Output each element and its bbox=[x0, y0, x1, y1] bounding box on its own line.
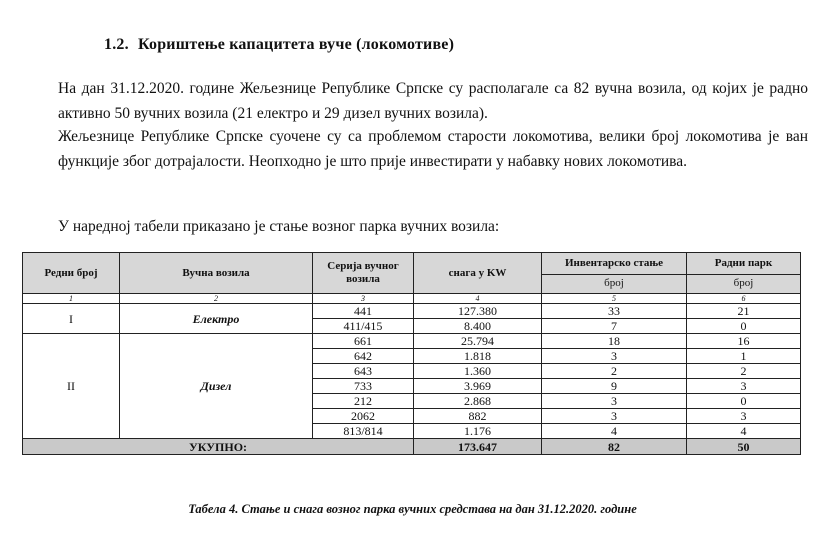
group-number-cell: I bbox=[23, 304, 120, 334]
radni-cell: 1 bbox=[687, 349, 801, 364]
header-vucna-vozila: Вучна возила bbox=[120, 253, 313, 294]
total-inventarsko: 82 bbox=[542, 439, 687, 455]
paragraph-fleet-age: Жељезнице Републике Српске суочене су са проблемом старости локомотива, велики број локомотива је ван функције због дотрајалости. Неопходно је што прије инвестирати у набавку нових локомотива. bbox=[58, 128, 808, 170]
index-cell: 6 bbox=[687, 294, 801, 304]
subheader-inventarsko-broj: број bbox=[542, 274, 687, 293]
inventarsko-cell: 3 bbox=[542, 349, 687, 364]
serija-cell: 411/415 bbox=[313, 319, 414, 334]
inventarsko-cell: 9 bbox=[542, 379, 687, 394]
table-row bbox=[23, 304, 801, 319]
radni-cell: 3 bbox=[687, 379, 801, 394]
table-total-row bbox=[23, 439, 801, 455]
index-cell: 5 bbox=[542, 294, 687, 304]
header-radni-park: Радни парк bbox=[687, 253, 801, 275]
header-snaga: снага у KW bbox=[414, 253, 542, 294]
index-cell: 1 bbox=[23, 294, 120, 304]
table-index-row bbox=[23, 294, 801, 304]
snaga-cell: 1.176 bbox=[414, 424, 542, 439]
total-snaga: 173.647 bbox=[414, 439, 542, 455]
group-number-cell: II bbox=[23, 334, 120, 439]
radni-cell: 16 bbox=[687, 334, 801, 349]
snaga-cell: 127.380 bbox=[414, 304, 542, 319]
inventarsko-cell: 4 bbox=[542, 424, 687, 439]
radni-cell: 4 bbox=[687, 424, 801, 439]
inventarsko-cell: 18 bbox=[542, 334, 687, 349]
locomotive-fleet-table bbox=[22, 252, 801, 455]
inventarsko-cell: 3 bbox=[542, 409, 687, 424]
snaga-cell: 25.794 bbox=[414, 334, 542, 349]
serija-cell: 643 bbox=[313, 364, 414, 379]
snaga-cell: 882 bbox=[414, 409, 542, 424]
group-name-cell: Електро bbox=[120, 304, 313, 334]
serija-cell: 2062 bbox=[313, 409, 414, 424]
serija-cell: 733 bbox=[313, 379, 414, 394]
table-header-row bbox=[23, 253, 801, 275]
inventarsko-cell: 3 bbox=[542, 394, 687, 409]
snaga-cell: 8.400 bbox=[414, 319, 542, 334]
index-cell: 2 bbox=[120, 294, 313, 304]
subheader-radni-broj: број bbox=[687, 274, 801, 293]
inventarsko-cell: 2 bbox=[542, 364, 687, 379]
radni-cell: 0 bbox=[687, 394, 801, 409]
header-inventarsko: Инвентарско стање bbox=[542, 253, 687, 275]
inventarsko-cell: 33 bbox=[542, 304, 687, 319]
header-serija: Серија вучног возила bbox=[313, 253, 414, 294]
total-label: УКУПНО: bbox=[23, 439, 414, 455]
table-row bbox=[23, 334, 801, 349]
paragraph-table-intro: У наредној табели приказано је стање возног парка вучних возила: bbox=[58, 218, 500, 235]
serija-cell: 642 bbox=[313, 349, 414, 364]
snaga-cell: 1.818 bbox=[414, 349, 542, 364]
total-radni: 50 bbox=[687, 439, 801, 455]
snaga-cell: 3.969 bbox=[414, 379, 542, 394]
section-heading bbox=[104, 36, 454, 54]
radni-cell: 21 bbox=[687, 304, 801, 319]
serija-cell: 661 bbox=[313, 334, 414, 349]
section-title: Кориштење капацитета вуче (локомотиве) bbox=[138, 36, 455, 53]
group-name-cell: Дизел bbox=[120, 334, 313, 439]
serija-cell: 813/814 bbox=[313, 424, 414, 439]
paragraph-fleet-count: На дан 31.12.2020. године Жељезнице Републике Српске су располагале са 82 вучна возила, од којих је радно активно 50 вучних возила (21 електро и 29 дизел вучних возила). bbox=[58, 80, 808, 122]
inventarsko-cell: 7 bbox=[542, 319, 687, 334]
snaga-cell: 2.868 bbox=[414, 394, 542, 409]
section-number: 1.2. bbox=[104, 36, 129, 53]
table-caption: Табела 4. Стање и снага возног парка вучних средстава на дан 31.12.2020. године bbox=[188, 502, 637, 516]
snaga-cell: 1.360 bbox=[414, 364, 542, 379]
header-redni-broj: Редни број bbox=[23, 253, 120, 294]
serija-cell: 212 bbox=[313, 394, 414, 409]
index-cell: 4 bbox=[414, 294, 542, 304]
radni-cell: 2 bbox=[687, 364, 801, 379]
index-cell: 3 bbox=[313, 294, 414, 304]
serija-cell: 441 bbox=[313, 304, 414, 319]
radni-cell: 0 bbox=[687, 319, 801, 334]
radni-cell: 3 bbox=[687, 409, 801, 424]
